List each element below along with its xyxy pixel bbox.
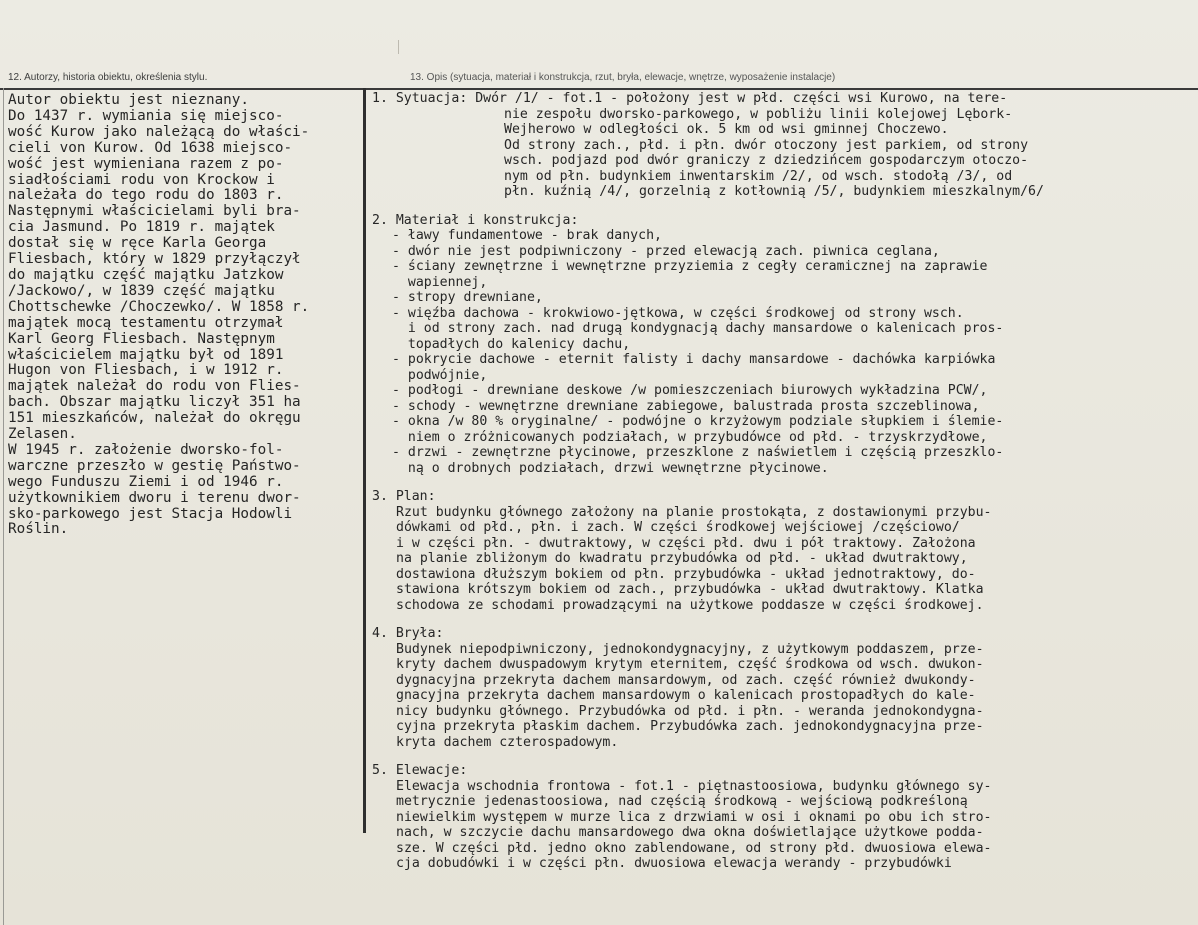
section-material-body: - ławy fundamentowe - brak danych, - dwór nie jest podpiwniczony - przed elewacją zach. piwnica ceglana, - ściany zewnętrzne i wewnętrzne przyziemia z cegły ceramicznej na zaprawie wapiennej, - stropy drewniane, - więźba dachowa - krokwiowo-jętkowa, w części środkowej od strony wsch. i od strony zach. nad drugą kondygnacją dachy mansardowe o kalenicach pros- topadłych do kalenicy dachu, - pokrycie dachowe - eternit falisty i dachy mansardowe - dachówka karpiówka podwójnie, - podłogi - drewniane deskowe /w pomieszczeniach biurowych wykładzina PCW/, - schody - wewnętrzne drewniane zabiegowe, balustrada prosta szczeblinowa, - okna /w 80 % oryginalne/ - podwójne o krzyżowym podziale słupkiem i ślemie- niem o zróżnicowanych podziałach, w przybudówce od płd. - trzyskrzydłowe, - drzwi - zewnętrzne płycinowe, przeszklone z naświetlem i częścią przeszklo- ną o drobnych podziałach, drzwi wewnętrzne płycinowe. [392,228,1004,476]
section-plan-heading: 3. Plan: [372,489,436,504]
section-material-heading: 2. Materiał i konstrukcja: [372,212,579,228]
header-authors-history: 12. Autorzy, historia obiektu, określenia stylu. [8,72,208,83]
section-situation-heading: 1. Sytuacja: Dwór /1/ - fot.1 - położony jest w płd. części wsi Kurowo, na tere- [372,91,1008,106]
section-plan-body: Rzut budynku głównego założony na planie prostokąta, z dostawionymi przybu- dówkami od płd., płn. i zach. W części środkowej wejściowej /częściowo/ i w części płn. - dwutraktowy, w części płd. dwu i pół traktowy. Założona na planie zbliżonym do kwadratu przybudówka od płd. - układ dwutraktowy, dostawiona dłuższym bokiem od płn. przybudówka - układ jednotraktowy, do- stawiona krótszym bokiem od zach., przybudówka - układ dwutraktowy. Klatka schodowa ze schodami prowadzącymi na użytkowe poddasze w części środkowej. [396,504,992,613]
section-massing-body: Budynek niepodpiwniczony, jednokondygnacyjny, z użytkowym poddaszem, prze- kryty dachem dwuspadowym krytym eternitem, część środkowa od wsch. dwukon- dygnacyjna przekryta dachem mansardowym, od zach. część również dwukondy- gnacyjna przekryta dachem mansardowym o kalenicach prostopadłych do kale- nicy budynku głównego. Przybudówka od płd. i płn. - weranda jednokondygna- cyjna przekryta płaskim dachem. Przybudówka zach. jednokondygnacyjna prze- kryta dachem czterospadowym. [396,641,984,750]
section-elevations-heading: 5. Elewacje: [372,763,468,778]
header-description: 13. Opis (sytuacja, materiał i konstrukcja, rzut, bryła, elewacje, wnętrze, wyposażenie instalacje) [410,72,836,83]
margin-tick [398,40,399,54]
history-text: Autor obiektu jest nieznany. Do 1437 r. wymiania się miejsco- wość Kurow jako należącą do właści- cieli von Kurow. Od 1638 miejsco- wość jest wymieniana razem z po- siadłościami rodu von Krockow i należała do tego rodu do 1803 r. Następnymi właścicielami byli bra- cia Jasmund. Po 1819 r. majątek dostał się w ręce Karla Georga Fliesbach, który w 1829 przyłączył do majątku część majątku Jatzkow /Jackowo/, w 1839 część majątku Chottschewke /Choczewko/. W 1858 r. majątek mocą testamentu otrzymał Karl Georg Fliesbach. Następnym właścicielem majątku był od 1891 Hugon von Fliesbach, i w 1912 r. majątek należał do rodu von Flies- bach. Obszar majątku liczył 351 ha 151 mieszkańców, należał do okręgu Zelasen. W 1945 r. założenie dworsko-fol- warczne przeszło w gestię Państwo- wego Funduszu Ziemi i od 1946 r. użytkownikiem dworu i terenu dwor- sko-parkowego jest Stacja Hodowli Roślin. [8,92,310,538]
section-elevations [372,763,1196,872]
section-elevations-body: Elewacja wschodnia frontowa - fot.1 - piętnastoosiowa, budynku głównego sy- metrycznie jedenastoosiowa, nad częścią środkową - wejściową podkreśloną niewielkim występem w murze lica z drzwiami w osi i oknami po obu ich stro- nach, w szczycie dachu mansardowego dwa okna doświetlające użytkowe podda- sze. W części płd. jedno okno zablendowane, od strony płd. dwuosiowa elewa- cja dobudówki i w części płn. dwuosiowa elewacja werandy - przybudówki [396,778,992,871]
section-material [372,213,1196,477]
left-edge-rule [3,88,4,925]
column-divider [363,88,366,833]
section-plan [372,489,1196,613]
section-situation-body: nie zespołu dworsko-parkowego, w pobliżu linii kolejowej Lębork- Wejherowo w odległości ok. 5 km od wsi gminnej Choczewo. Od strony zach., płd. i płn. dwór otoczony jest parkiem, od strony wsch. podjazd pod dwór graniczy z dziedzińcem gospodarczym otoczo- nym od płn. budynkiem inwentarskim /2/, od wsch. stodołą /3/, od płn. kuźnią /4/, gorzelnią z kotłownią /5/, budynkiem mieszkalnym/6/ [504,106,1044,199]
section-massing-heading: 4. Bryła: [372,626,444,641]
section-massing [372,626,1196,750]
section-situation [372,91,1196,200]
description-column [372,88,1196,872]
